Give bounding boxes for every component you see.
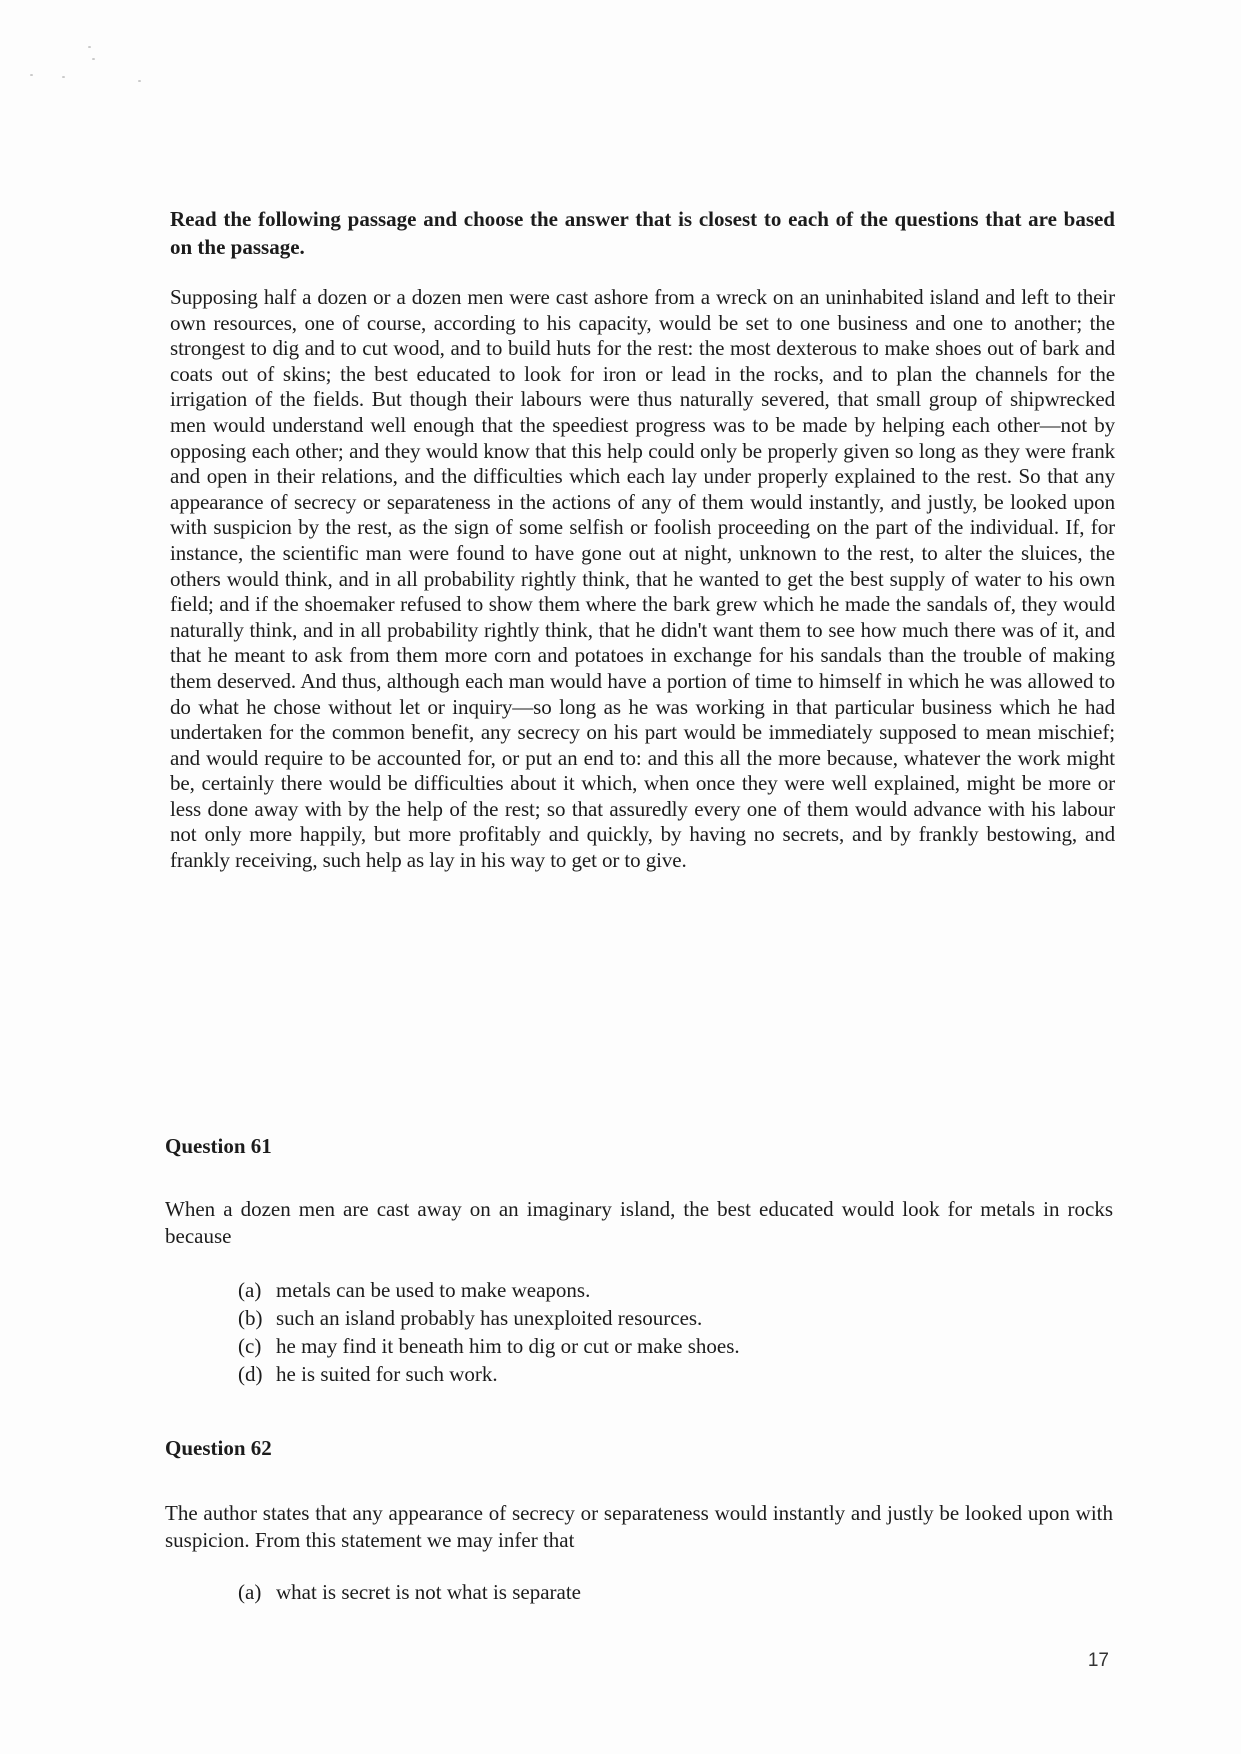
scan-speck <box>30 74 33 76</box>
scan-artifacts <box>20 40 160 100</box>
option-item <box>238 1332 740 1360</box>
option-letter: (c) <box>238 1334 262 1358</box>
option-text: such an island probably has unexploited resources. <box>276 1306 703 1330</box>
option-letter: (b) <box>238 1306 263 1330</box>
scan-speck <box>62 76 65 78</box>
scan-speck <box>138 80 141 82</box>
option-item <box>238 1304 740 1332</box>
option-letter: (a) <box>238 1278 262 1302</box>
page-number: 17 <box>1087 1650 1109 1671</box>
passage-section <box>170 205 1115 874</box>
option-letter: (d) <box>238 1362 263 1386</box>
question-62-title: Question 62 <box>165 1436 272 1460</box>
question-61-options <box>238 1276 740 1388</box>
option-text: what is secret is not what is separate <box>276 1580 581 1604</box>
question-61-stem: When a dozen men are cast away on an imaginary island, the best educated would look for metals in rocks because <box>165 1197 1113 1248</box>
option-text: he is suited for such work. <box>276 1362 498 1386</box>
reading-passage: Supposing half a dozen or a dozen men were cast ashore from a wreck on an uninhabited island and left to their own resources, one of course, according to his capacity, would be set to one business and one to another; the strongest to dig and to cut wood, and to build huts for the rest: the most dexterous to make shoes out of bark and coats out of skins; the best educated to look for iron or lead in the rocks, and to plan the channels for the irrigation of the fields. But though their labours were thus naturally severed, that small group of shipwrecked men would understand well enough that the speediest progress was to be made by helping each other—not by opposing each other; and they would know that this help could only be properly given so long as they were frank and open in their relations, and the difficulties which each lay under properly explained to the rest. So that any appearance of secrecy or separateness in the actions of any of them would instantly, and justly, be looked upon with suspicion by the rest, as the sign of some selfish or foolish proceeding on the part of the individual. If, for instance, the scientific man were found to have gone out at night, unknown to the rest, to alter the sluices, the others would think, and in all probability rightly think, that he wanted to get the best supply of water to his own field; and if the shoemaker refused to show them where the bark grew which he made the sandals of, they would naturally think, and in all probability rightly think, that he didn't want them to see how much there was of it, and that he meant to ask from them more corn and potatoes in exchange for his sandals than the trouble of making them deserved. And thus, although each man would have a portion of time to himself in which he was allowed to do what he chose without let or inquiry—so long as he was working in that particular business which he had undertaken for the common benefit, any secrecy on his part would be immediately supposed to mean mischief; and would require to be accounted for, or put an end to: and this all the more because, whatever the work might be, certainly there would be difficulties about it which, when once they were well explained, might be more or less done away with by the help of the rest; so that assuredly every one of them would advance with his labour not only more happily, but more profitably and quickly, by having no secrets, and by frankly bestowing, and frankly receiving, such help as lay in his way to get or to give. <box>170 285 1115 873</box>
question-61-title: Question 61 <box>165 1134 272 1158</box>
question-62-options <box>238 1578 581 1606</box>
scan-speck <box>92 58 95 60</box>
instructions-heading: Read the following passage and choose the answer that is closest to each of the questions that are based on the passage. <box>170 207 1115 259</box>
option-text: he may find it beneath him to dig or cut or make shoes. <box>276 1334 740 1358</box>
option-item <box>238 1578 581 1606</box>
option-text: metals can be used to make weapons. <box>276 1278 591 1302</box>
option-letter: (a) <box>238 1580 262 1604</box>
question-62-stem: The author states that any appearance of secrecy or separateness would instantly and justly be looked upon with suspicion. From this statement we may infer that <box>165 1501 1113 1552</box>
scan-speck <box>88 46 91 48</box>
option-item <box>238 1276 740 1304</box>
option-item <box>238 1360 740 1388</box>
